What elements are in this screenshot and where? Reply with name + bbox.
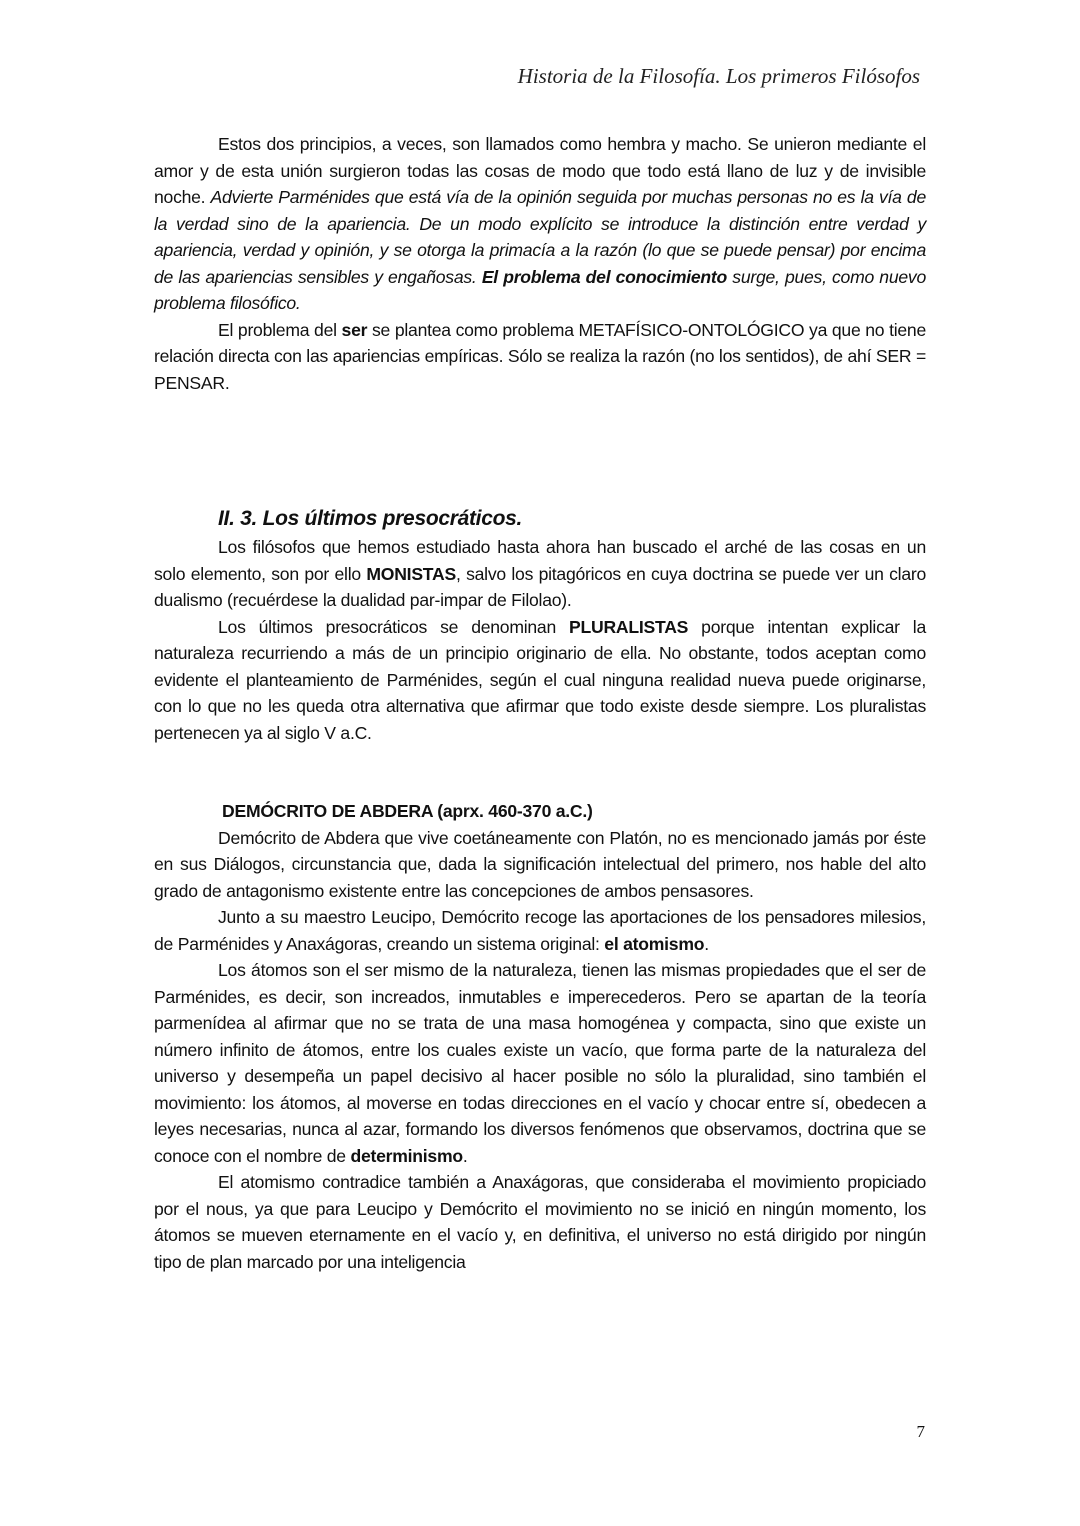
emphasis-text: surge, pues, como nuevo problema filosófico. xyxy=(154,266,926,313)
text-run: Junto a su maestro Leucipo, Demócrito recoge las aportaciones de los pensadores milesios, de Parménides y Anaxágoras, creando un sistema original: xyxy=(154,907,926,954)
emphasis-text: Advierte Parménides que está vía de la opinión seguida por muchas personas no es la vía de la verdad sino de la apariencia. De un modo explícito se introduce la distinción entre verdad y apariencia, verdad y opinión, y se otorga la primacía a la razón (lo que se puede pensar) por encima de las apariencias sensibles y engañosas. xyxy=(154,187,926,287)
paragraph xyxy=(154,131,926,317)
text-run: . xyxy=(462,1145,468,1166)
emphasis-text: ser xyxy=(341,319,368,340)
text-run: Los últimos presocráticos se denominan xyxy=(218,616,570,637)
section-ultimos-presocraticos xyxy=(154,504,926,746)
section-democrito xyxy=(154,798,926,1275)
page-number: 7 xyxy=(916,1422,925,1441)
paragraph xyxy=(154,825,926,905)
section-parmenides-continuation xyxy=(154,131,926,396)
text-run: Los filósofos que hemos estudiado hasta ahora han buscado el arché de las cosas en un solo elemento, son por ello xyxy=(154,537,926,584)
text-run: El problema del xyxy=(218,319,342,340)
text-run: El atomismo contradice también a Anaxágoras, que consideraba el movimiento propiciado por el nous, ya que para Leucipo y Demócrito el movimiento no se inició en ningún momento, los átomos se mueven eternamente en el vacío y, en definitiva, el universo no está dirigido por ningún tipo de plan marcado por una inteligencia xyxy=(154,1172,926,1272)
section-heading: II. 3. Los últimos presocráticos. xyxy=(218,507,523,530)
paragraph xyxy=(154,534,926,614)
emphasis-text: El problema del conocimiento xyxy=(481,266,727,287)
paragraph xyxy=(154,904,926,957)
paragraph xyxy=(154,957,926,1169)
emphasis-text: MONISTAS xyxy=(366,563,456,584)
paragraph xyxy=(154,317,926,397)
paragraph xyxy=(154,1169,926,1275)
text-run: , salvo los pitagóricos en cuya doctrina se puede ver un claro dualismo (recuérdese la dualidad par-impar de Filolao). xyxy=(154,563,927,610)
emphasis-text: determinismo xyxy=(350,1145,463,1166)
text-run: porque intentan explicar la naturaleza recurriendo a más de un principio originario de ella. No obstante, todos aceptan como evidente el planteamiento de Parménides, según el cual ninguna realidad nueva puede originarse, con lo que no les queda otra alternativa que afirmar que todo existe desde siempre. Los pluralistas pertenecen ya al siglo V a.C. xyxy=(154,616,926,743)
paragraph xyxy=(154,614,926,747)
text-run: . xyxy=(704,933,709,954)
running-header: Historia de la Filosofía. Los primeros Filósofos xyxy=(517,64,920,88)
emphasis-text: el atomismo xyxy=(604,933,705,954)
text-run: Los átomos son el ser mismo de la naturaleza, tienen las mismas propiedades que el ser de Parménides, es decir, son increados, inmutables e imperecederos. Pero se apartan de la teoría parmenídea al afirmar que no se trata de una masa homogénea y compacta, sino que existe un número infinito de átomos, entre los cuales existe un vacío, que forma parte de la naturaleza del universo y desempeña un papel decisivo al hacer posible no sólo la pluralidad, sino también el movimiento: los átomos, al moverse en todas direcciones en el vacío y chocar entre sí, obedecen a leyes necesarias, nunca al azar, formando los diversos fenómenos que observamos, doctrina que se conoce con el nombre de xyxy=(154,960,926,1166)
subsection-heading: DEMÓCRITO DE ABDERA (aprx. 460-370 a.C.) xyxy=(222,801,593,821)
text-run: Demócrito de Abdera que vive coetáneamente con Platón, no es mencionado jamás por éste en sus Diálogos, circunstancia que, dada la significación intelectual del primero, nos hable del alto grado de antagonismo existente entre las concepciones de ambos pensasores. xyxy=(154,827,926,901)
text-run: Estos dos principios, a veces, son llamados como hembra y macho. Se unieron mediante el amor y de esta unión surgieron todas las cosas de modo que todo está llano de luz y de invisible noche. xyxy=(154,134,926,207)
text-run: se plantea como problema METAFÍSICO-ONTOLÓGICO ya que no tiene relación directa con las apariencias empíricas. Sólo se realiza la razón (no los sentidos), de ahí SER = PENSAR. xyxy=(154,319,926,393)
emphasis-text: PLURALISTAS xyxy=(569,616,689,637)
